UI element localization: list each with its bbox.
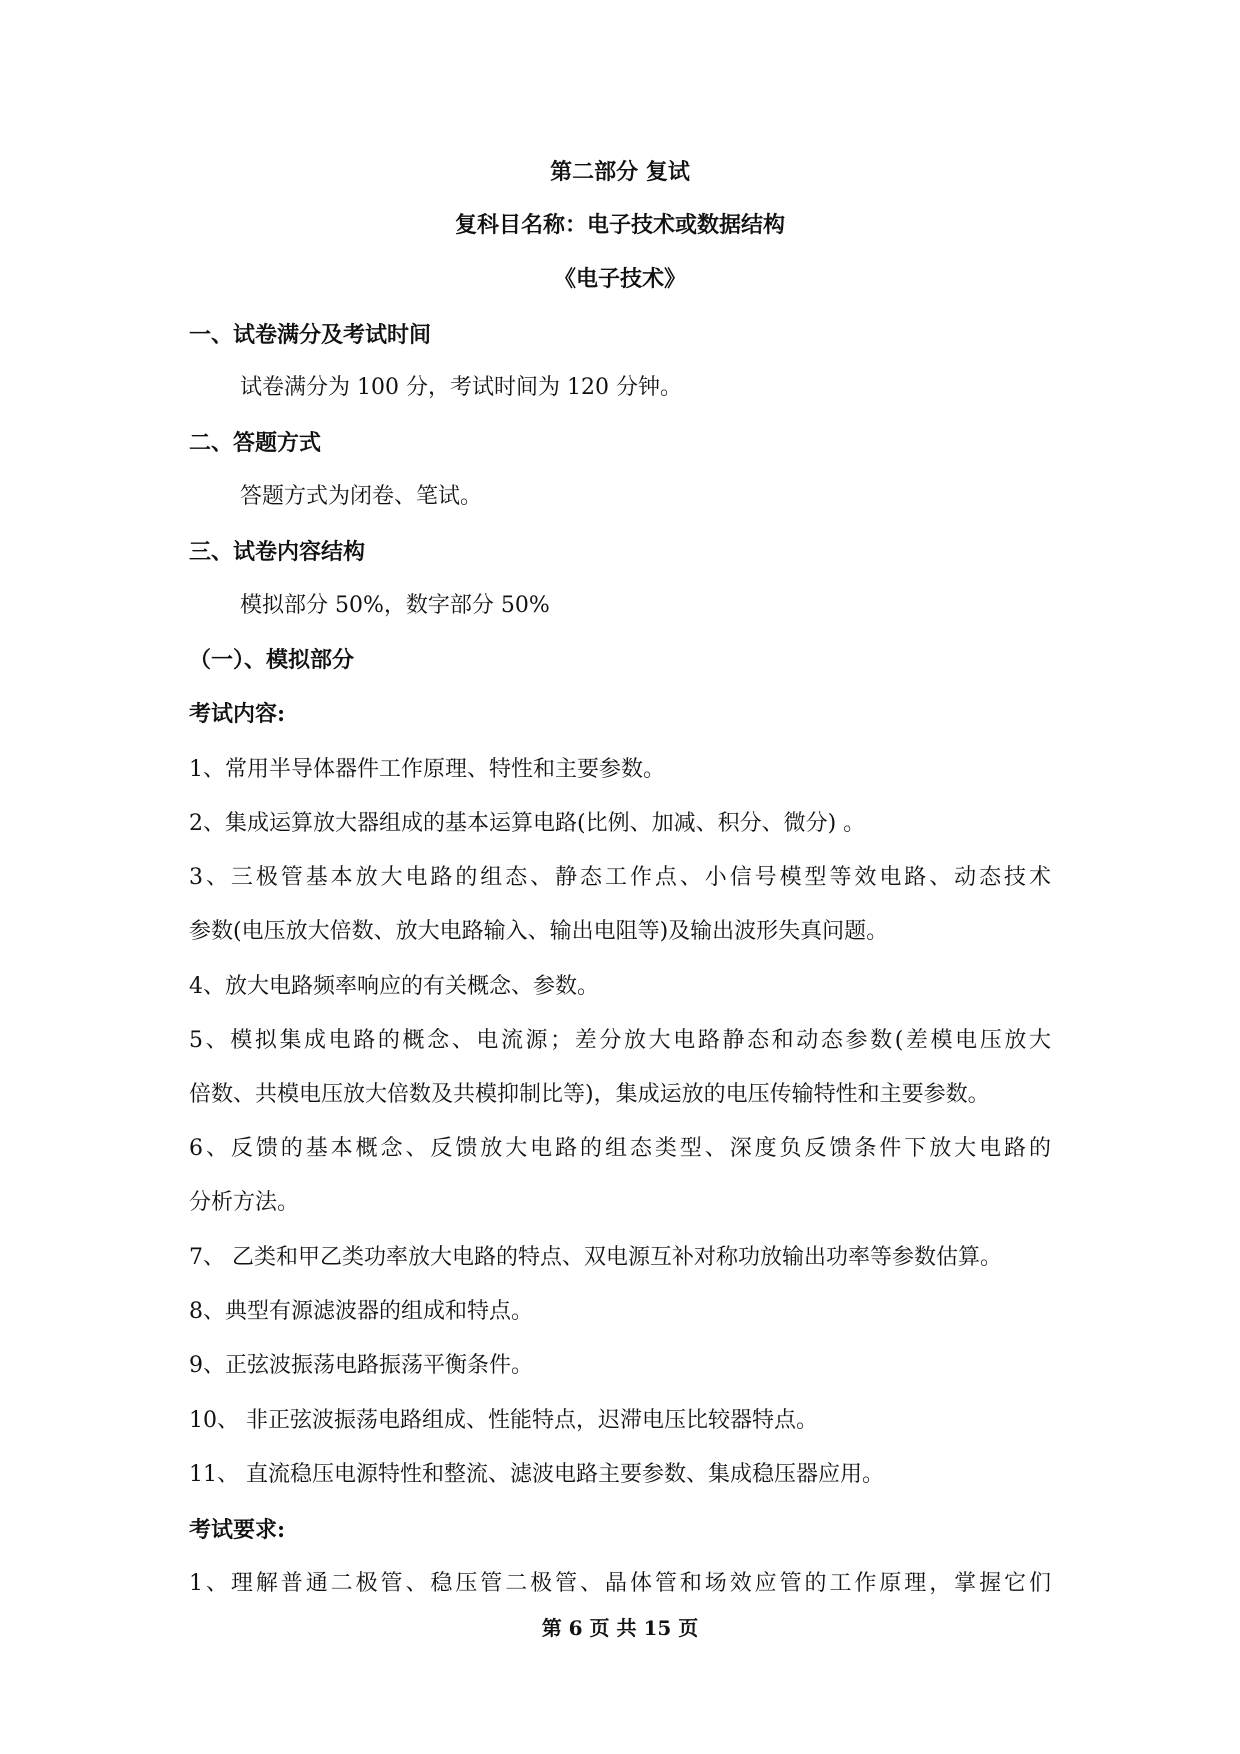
requirement-item: 1、理解普通二极管、稳压管二极管、晶体管和场效应管的工作原理，掌握它们: [189, 1571, 1051, 1596]
content-item: 4、放大电路频率响应的有关概念、参数。: [189, 974, 599, 999]
exam-requirements-heading: 考试要求:: [189, 1517, 286, 1543]
content-item: 9、正弦波振荡电路振荡平衡条件。: [189, 1353, 533, 1378]
page-number-footer: 第 6 页 共 15 页: [541, 1616, 699, 1640]
content-item-continuation: 参数(电压放大倍数、放大电路输入、输出电阻等)及输出波形失真问题。: [189, 919, 889, 944]
exam-content-heading: 考试内容:: [189, 701, 286, 727]
content-item: 7、 乙类和甲乙类功率放大电路的特点、双电源互补对称功放输出功率等参数估算。: [189, 1245, 1002, 1270]
section-text-3: 模拟部分 50%，数字部分 50%: [240, 593, 550, 618]
part-title: 第二部分 复试: [550, 159, 690, 185]
section-heading-3: 三、试卷内容结构: [189, 539, 366, 565]
book-title: 《电子技术》: [553, 266, 686, 292]
section-text-1: 试卷满分为 100 分，考试时间为 120 分钟。: [240, 375, 682, 400]
content-item-continuation: 倍数、共模电压放大倍数及共模抑制比等)，集成运放的电压传输特性和主要参数。: [189, 1082, 990, 1107]
subject-title: 复科目名称：电子技术或数据结构: [454, 212, 785, 238]
content-item: 8、典型有源滤波器的组成和特点。: [189, 1299, 533, 1324]
content-item: 10、 非正弦波振荡电路组成、性能特点，迟滞电压比较器特点。: [189, 1408, 818, 1433]
section-heading-2: 二、答题方式: [189, 430, 322, 456]
content-item: 11、 直流稳压电源特性和整流、滤波电路主要参数、集成稳压器应用。: [189, 1462, 884, 1487]
section-text-2: 答题方式为闭卷、笔试。: [240, 484, 483, 509]
content-item: 6、反馈的基本概念、反馈放大电路的组态类型、深度负反馈条件下放大电路的: [189, 1136, 1051, 1161]
content-item: 2、集成运算放大器组成的基本运算电路(比例、加减、积分、微分) 。: [189, 811, 866, 836]
content-item-continuation: 分析方法。: [189, 1190, 300, 1215]
analog-part-heading: （一）、模拟部分: [189, 647, 355, 673]
content-item: 1、常用半导体器件工作原理、特性和主要参数。: [189, 757, 665, 782]
content-item: 3、三极管基本放大电路的组态、静态工作点、小信号模型等效电路、动态技术: [189, 865, 1051, 890]
section-heading-1: 一、试卷满分及考试时间: [189, 322, 432, 348]
content-item: 5、模拟集成电路的概念、电流源；差分放大电路静态和动态参数(差模电压放大: [189, 1028, 1051, 1053]
